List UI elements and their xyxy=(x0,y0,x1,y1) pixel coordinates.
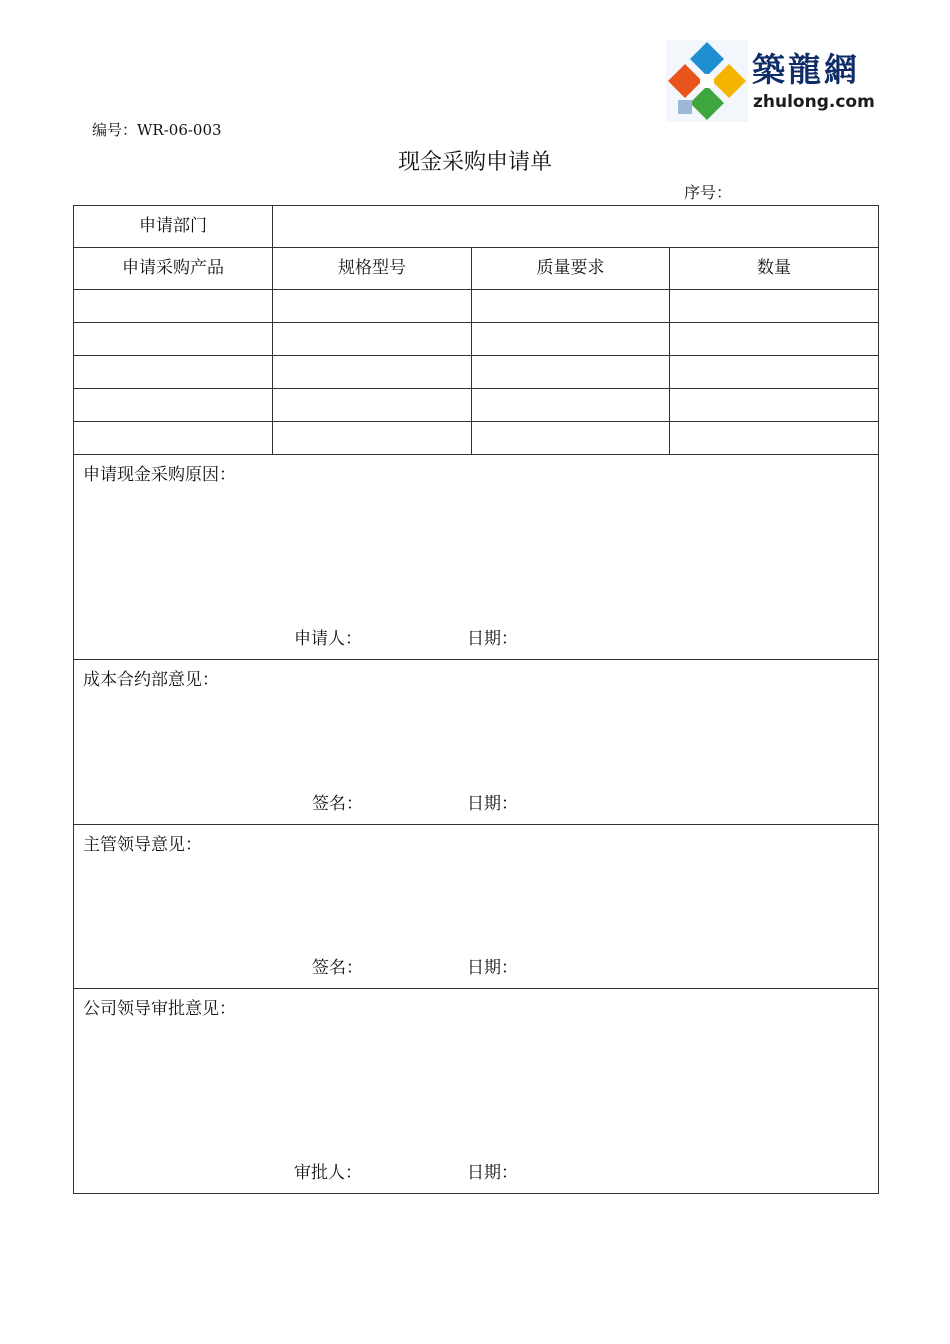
cost-opinion-block[interactable] xyxy=(74,660,879,825)
purchase-request-form xyxy=(73,205,879,1194)
cost-signature-label: 签名： xyxy=(312,794,363,814)
table-row xyxy=(74,422,879,455)
logo-chinese-text: 築龍網 xyxy=(752,50,860,89)
supervisor-opinion-title: 主管领导意见： xyxy=(83,835,202,855)
reason-title: 申请现金采购原因： xyxy=(83,465,236,485)
table-row xyxy=(74,323,879,356)
table-row xyxy=(74,389,879,422)
dept-row xyxy=(74,206,879,248)
column-header-row xyxy=(74,248,879,290)
product-cell[interactable] xyxy=(74,422,273,455)
quantity-cell[interactable] xyxy=(670,389,879,422)
diamond-logo-icon xyxy=(666,40,748,122)
spec-cell[interactable] xyxy=(273,290,472,323)
reason-row xyxy=(74,455,879,660)
supervisor-row xyxy=(74,825,879,989)
cost-date-label: 日期： xyxy=(467,794,518,814)
supervisor-date-label: 日期： xyxy=(467,958,518,978)
company-approval-block[interactable] xyxy=(74,989,879,1194)
cost-row xyxy=(74,660,879,825)
quantity-cell[interactable] xyxy=(670,356,879,389)
quality-cell[interactable] xyxy=(472,323,670,356)
approver-label: 审批人： xyxy=(294,1163,362,1183)
spec-cell[interactable] xyxy=(273,323,472,356)
supervisor-signature-label: 签名： xyxy=(312,958,363,978)
dept-label: 申请部门 xyxy=(74,206,273,248)
quality-cell[interactable] xyxy=(472,356,670,389)
quantity-cell[interactable] xyxy=(670,422,879,455)
document-number: 编号：WR-06-003 xyxy=(92,121,222,139)
company-row xyxy=(74,989,879,1194)
quality-cell[interactable] xyxy=(472,290,670,323)
quality-cell[interactable] xyxy=(472,389,670,422)
logo-english-text: zhulong.com xyxy=(753,92,875,112)
col-header-quality: 质量要求 xyxy=(472,248,670,290)
supervisor-opinion-block[interactable] xyxy=(74,825,879,989)
applicant-label: 申请人： xyxy=(294,629,362,649)
serial-number-label: 序号： xyxy=(684,183,733,202)
quantity-cell[interactable] xyxy=(670,323,879,356)
form-title: 现金采购申请单 xyxy=(397,150,552,175)
spec-cell[interactable] xyxy=(273,389,472,422)
cost-opinion-title: 成本合约部意见： xyxy=(83,670,219,690)
product-cell[interactable] xyxy=(74,323,273,356)
product-cell[interactable] xyxy=(74,290,273,323)
reason-date-label: 日期： xyxy=(467,629,518,649)
table-row xyxy=(74,356,879,389)
dept-input-cell[interactable] xyxy=(273,206,879,248)
reason-block[interactable] xyxy=(74,455,879,660)
spec-cell[interactable] xyxy=(273,422,472,455)
quantity-cell[interactable] xyxy=(670,290,879,323)
spec-cell[interactable] xyxy=(273,356,472,389)
company-date-label: 日期： xyxy=(467,1163,518,1183)
zhulong-logo xyxy=(666,40,882,122)
quality-cell[interactable] xyxy=(472,422,670,455)
product-cell[interactable] xyxy=(74,356,273,389)
table-row xyxy=(74,290,879,323)
company-approval-title: 公司领导审批意见： xyxy=(83,999,236,1019)
col-header-spec: 规格型号 xyxy=(273,248,472,290)
col-header-quantity: 数量 xyxy=(670,248,879,290)
col-header-product: 申请采购产品 xyxy=(74,248,273,290)
product-cell[interactable] xyxy=(74,389,273,422)
